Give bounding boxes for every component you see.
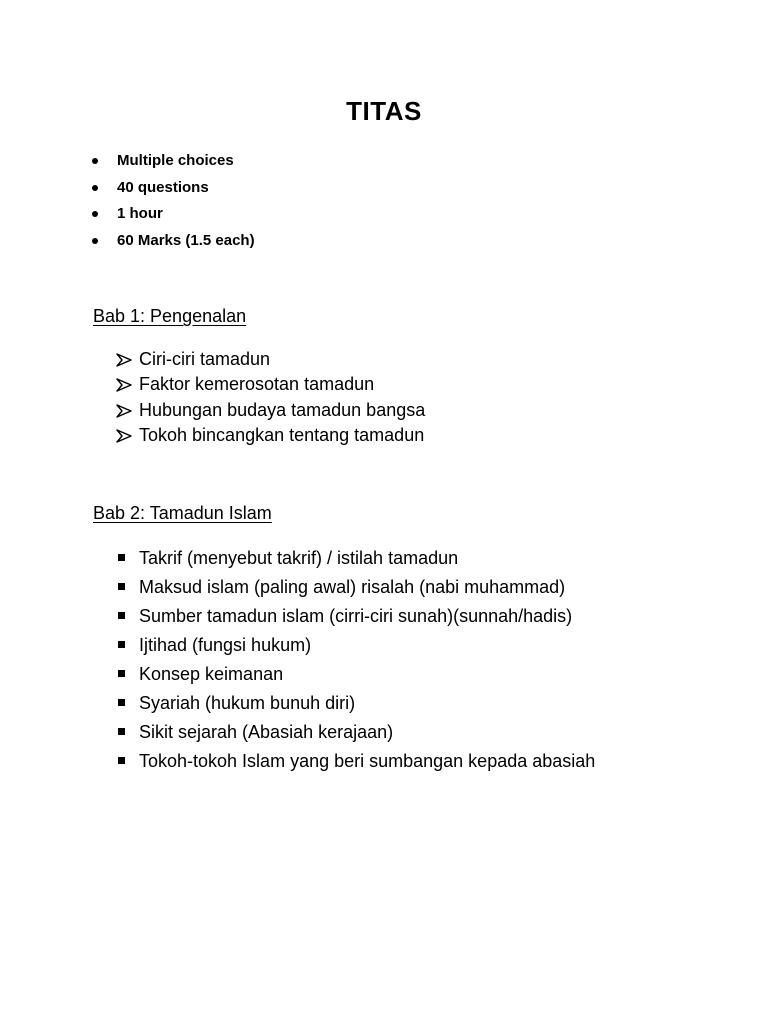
list-item xyxy=(90,175,255,202)
bullet-dot-icon xyxy=(92,238,98,244)
bullet-dot-icon xyxy=(92,211,98,217)
topic-text: Faktor kemerosotan tamadun xyxy=(139,374,375,395)
list-item xyxy=(116,372,425,397)
topic-text: Takrif (menyebut takrif) / istilah tamadun xyxy=(139,548,459,568)
topic-text: Syariah (hukum bunuh diri) xyxy=(139,693,356,713)
list-item xyxy=(116,573,595,602)
topic-text: Sikit sejarah (Abasiah kerajaan) xyxy=(139,722,394,742)
exam-info-list xyxy=(90,148,255,254)
bullet-dot-icon xyxy=(92,185,98,191)
square-bullet-icon xyxy=(118,728,125,735)
exam-info-text: 60 Marks (1.5 each) xyxy=(117,231,255,249)
list-item xyxy=(116,423,425,448)
square-bullet-icon xyxy=(118,670,125,677)
section-heading-bab-2: Bab 2: Tamadun Islam xyxy=(93,503,272,523)
topic-text: Tokoh-tokoh Islam yang beri sumbangan kepada abasiah xyxy=(139,751,596,771)
list-item xyxy=(116,544,595,573)
list-item xyxy=(116,747,595,776)
arrow-bullet-icon xyxy=(116,429,132,443)
list-item xyxy=(90,148,255,175)
topic-text: Tokoh bincangkan tentang tamadun xyxy=(139,424,425,445)
topic-text: Hubungan budaya tamadun bangsa xyxy=(139,399,426,420)
square-bullet-icon xyxy=(118,641,125,648)
document-title: TITAS xyxy=(346,96,422,126)
topic-text: Maksud islam (paling awal) risalah (nabi muhammad) xyxy=(139,577,566,597)
list-item xyxy=(116,631,595,660)
topic-text: Ciri-ciri tamadun xyxy=(139,349,271,369)
arrow-bullet-icon xyxy=(116,353,132,367)
topic-text: Konsep keimanan xyxy=(139,664,284,684)
list-item xyxy=(116,347,425,372)
list-item xyxy=(116,660,595,689)
square-bullet-icon xyxy=(118,757,125,764)
topic-text: Ijtihad (fungsi hukum) xyxy=(139,635,312,655)
square-bullet-icon xyxy=(118,583,125,590)
square-bullet-icon xyxy=(118,699,125,706)
square-bullet-icon xyxy=(118,612,125,619)
square-bullet-icon xyxy=(118,554,125,561)
list-item xyxy=(116,718,595,747)
list-item xyxy=(116,689,595,718)
arrow-bullet-icon xyxy=(116,378,132,392)
bab-1-topic-list xyxy=(116,347,425,448)
list-item xyxy=(90,228,255,255)
list-item xyxy=(116,398,425,423)
bab-2-topic-list xyxy=(116,544,595,776)
topic-text: Sumber tamadun islam (cirri-ciri sunah)(sunnah/hadis) xyxy=(139,606,573,626)
exam-info-text: Multiple choices xyxy=(117,152,234,169)
list-item xyxy=(116,602,595,631)
list-item xyxy=(90,201,255,228)
section-heading-bab-1: Bab 1: Pengenalan xyxy=(93,306,247,326)
exam-info-text: 1 hour xyxy=(117,205,163,222)
bullet-dot-icon xyxy=(92,158,98,164)
arrow-bullet-icon xyxy=(116,404,132,418)
exam-info-text: 40 questions xyxy=(117,178,209,196)
